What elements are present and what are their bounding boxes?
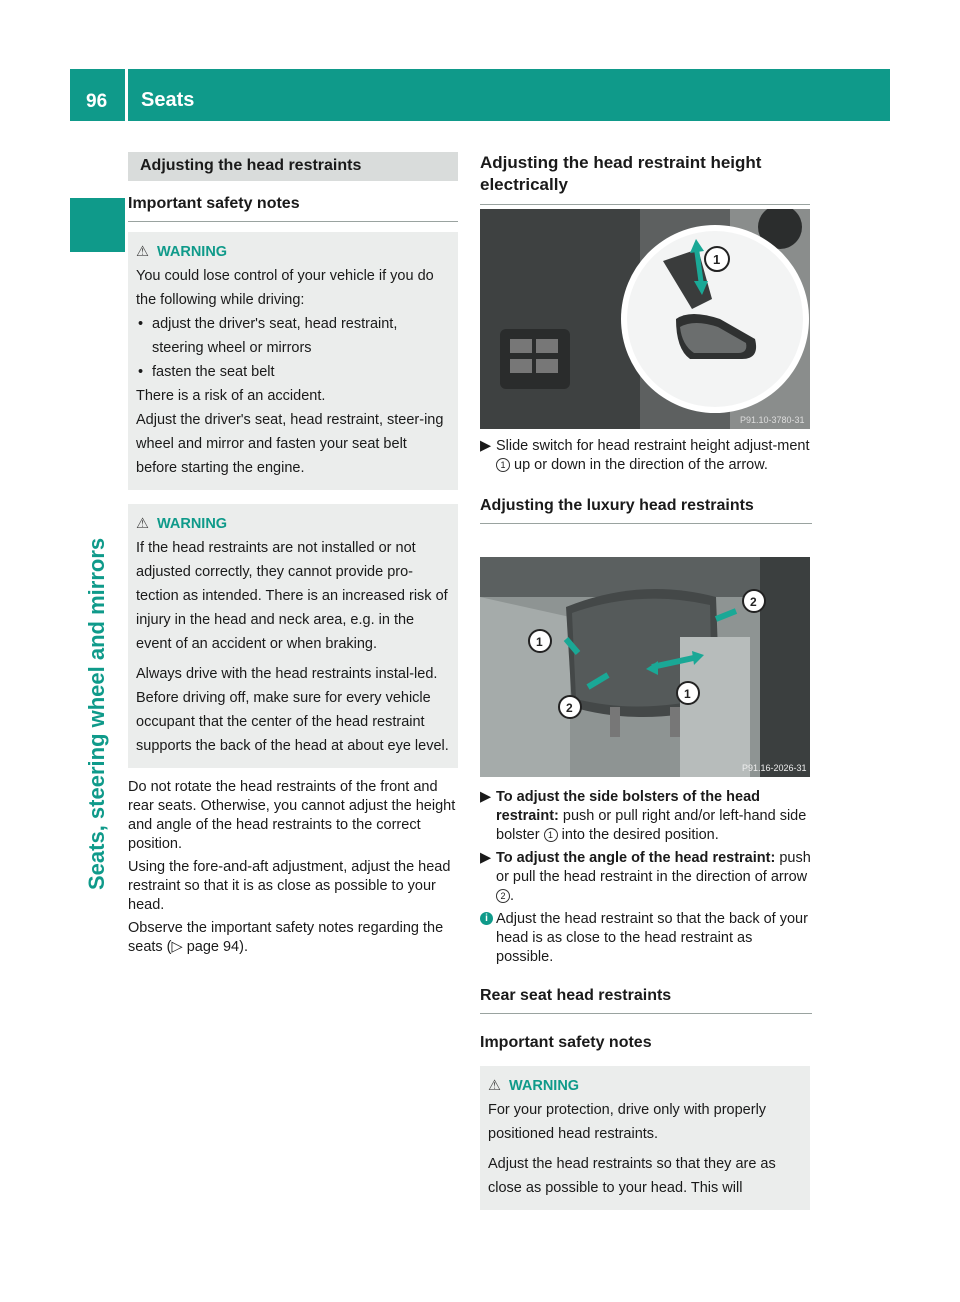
instruction-step: ▶ To adjust the angle of the head restraint: push or pull the head restraint in the direction of arrow 2 . <box>480 850 811 904</box>
seat-switch-photo <box>480 209 810 429</box>
left-column <box>128 152 458 961</box>
head-restraint-photo <box>480 557 810 777</box>
heading-luxury: Adjusting the luxury head restraints <box>480 497 812 524</box>
subheading-safety: Important safety notes <box>128 195 458 222</box>
warning-paragraph: For your protection, drive only with properly positioned head restraints. <box>488 1102 767 1142</box>
warning-paragraph: If the head restraints are not installed or not adjusted correctly, they cannot provide pro-tection as intended. There is an increased risk of injury in the head and neck area, e.g. in the event of an accident or when braking. <box>136 540 448 652</box>
page-number-box <box>70 69 125 121</box>
warning-triangle-icon: ⚠ <box>136 516 149 532</box>
heading-electric: Adjusting the head restraint height electrically <box>480 152 810 205</box>
body-paragraph: Using the fore-and-aft adjustment, adjust the head restraint so that it is as close as possible to your head. <box>128 859 451 913</box>
step-arrow-icon: ▶ <box>480 438 492 454</box>
body-paragraph-reference: Observe the important safety notes regarding the seats (▷ page 94). <box>128 920 444 955</box>
chapter-tab-label: Seats, steering wheel and mirrors <box>84 537 109 890</box>
callout-1: 1 <box>684 687 691 701</box>
section-band-title: Adjusting the head restraints <box>128 152 458 181</box>
step-arrow-icon: ▶ <box>480 789 492 805</box>
warning-title: WARNING <box>509 1078 580 1094</box>
warning-intro: You could lose control of your vehicle if you do the following while driving: <box>136 268 434 308</box>
warning-paragraph: Always drive with the head restraints instal-led. Before driving off, make sure for every vehicle occupant that the center of the head restraint supports the back of the head at about eye level. <box>136 666 449 754</box>
image-code: P91.10-3780-31 <box>740 415 805 425</box>
subheading-rear-safety: Important safety notes <box>480 1034 652 1051</box>
callout-2: 2 <box>566 701 573 715</box>
callout-1: 1 <box>713 252 721 267</box>
warning-box-3 <box>480 1066 810 1210</box>
image-code: P91.16-2026-31 <box>742 763 807 773</box>
warning-box-1 <box>128 232 458 490</box>
instruction-step: ▶ To adjust the side bolsters of the head restraint: push or pull right and/or left-hand side bolster 1 into the desired position. <box>480 789 807 843</box>
body-paragraph: Do not rotate the head restraints of the front and rear seats. Otherwise, you cannot adjust the height and angle of the head restraints to the correct position. <box>128 779 456 852</box>
page-reference-link[interactable]: page 94). <box>182 939 248 955</box>
body-text <box>128 778 458 957</box>
warning-paragraph: Adjust the head restraints so that they are as close as possible to your head. This will <box>488 1156 776 1196</box>
warning-bullet: • adjust the driver's seat, head restraint, steering wheel or mirrors <box>136 312 450 360</box>
seat-switch-illustration <box>480 209 810 429</box>
instruction-step: ▶ Slide switch for head restraint height adjust-ment 1 up or down in the direction of the arrow. <box>480 438 810 473</box>
warning-triangle-icon: ⚠ <box>136 244 149 260</box>
step-arrow-icon: ▶ <box>480 850 492 866</box>
page-number: 96 <box>86 91 108 112</box>
warning-box-2 <box>128 504 458 768</box>
heading-rear: Rear seat head restraints <box>480 987 812 1014</box>
warning-risk: There is a risk of an accident. <box>136 388 326 404</box>
right-column-2 <box>480 437 812 524</box>
callout-1-icon: 1 <box>496 458 510 472</box>
warning-title: WARNING <box>157 516 228 532</box>
page-ref-arrow-icon: ▷ <box>171 939 183 955</box>
chapter-tab-marker <box>70 198 125 252</box>
warning-action: Adjust the driver's seat, head restraint, steer-ing wheel and mirror and fasten your seat belt before starting the engine. <box>136 412 444 476</box>
info-icon: i <box>480 912 493 925</box>
info-note: i Adjust the head restraint so that the back of your head is as close to the head restraint as possible. <box>480 910 812 967</box>
section-title: Seats <box>141 89 195 111</box>
section-header <box>128 69 890 121</box>
warning-triangle-icon: ⚠ <box>488 1078 501 1094</box>
callout-1-icon: 1 <box>544 828 558 842</box>
head-restraint-illustration <box>480 557 810 777</box>
right-column-3 <box>480 788 812 1210</box>
warning-title: WARNING <box>157 244 228 260</box>
callout-1: 1 <box>536 635 543 649</box>
callout-2: 2 <box>750 595 757 609</box>
right-column <box>480 152 810 205</box>
callout-2-icon: 2 <box>496 889 510 903</box>
warning-bullet: • fasten the seat belt <box>136 360 450 384</box>
